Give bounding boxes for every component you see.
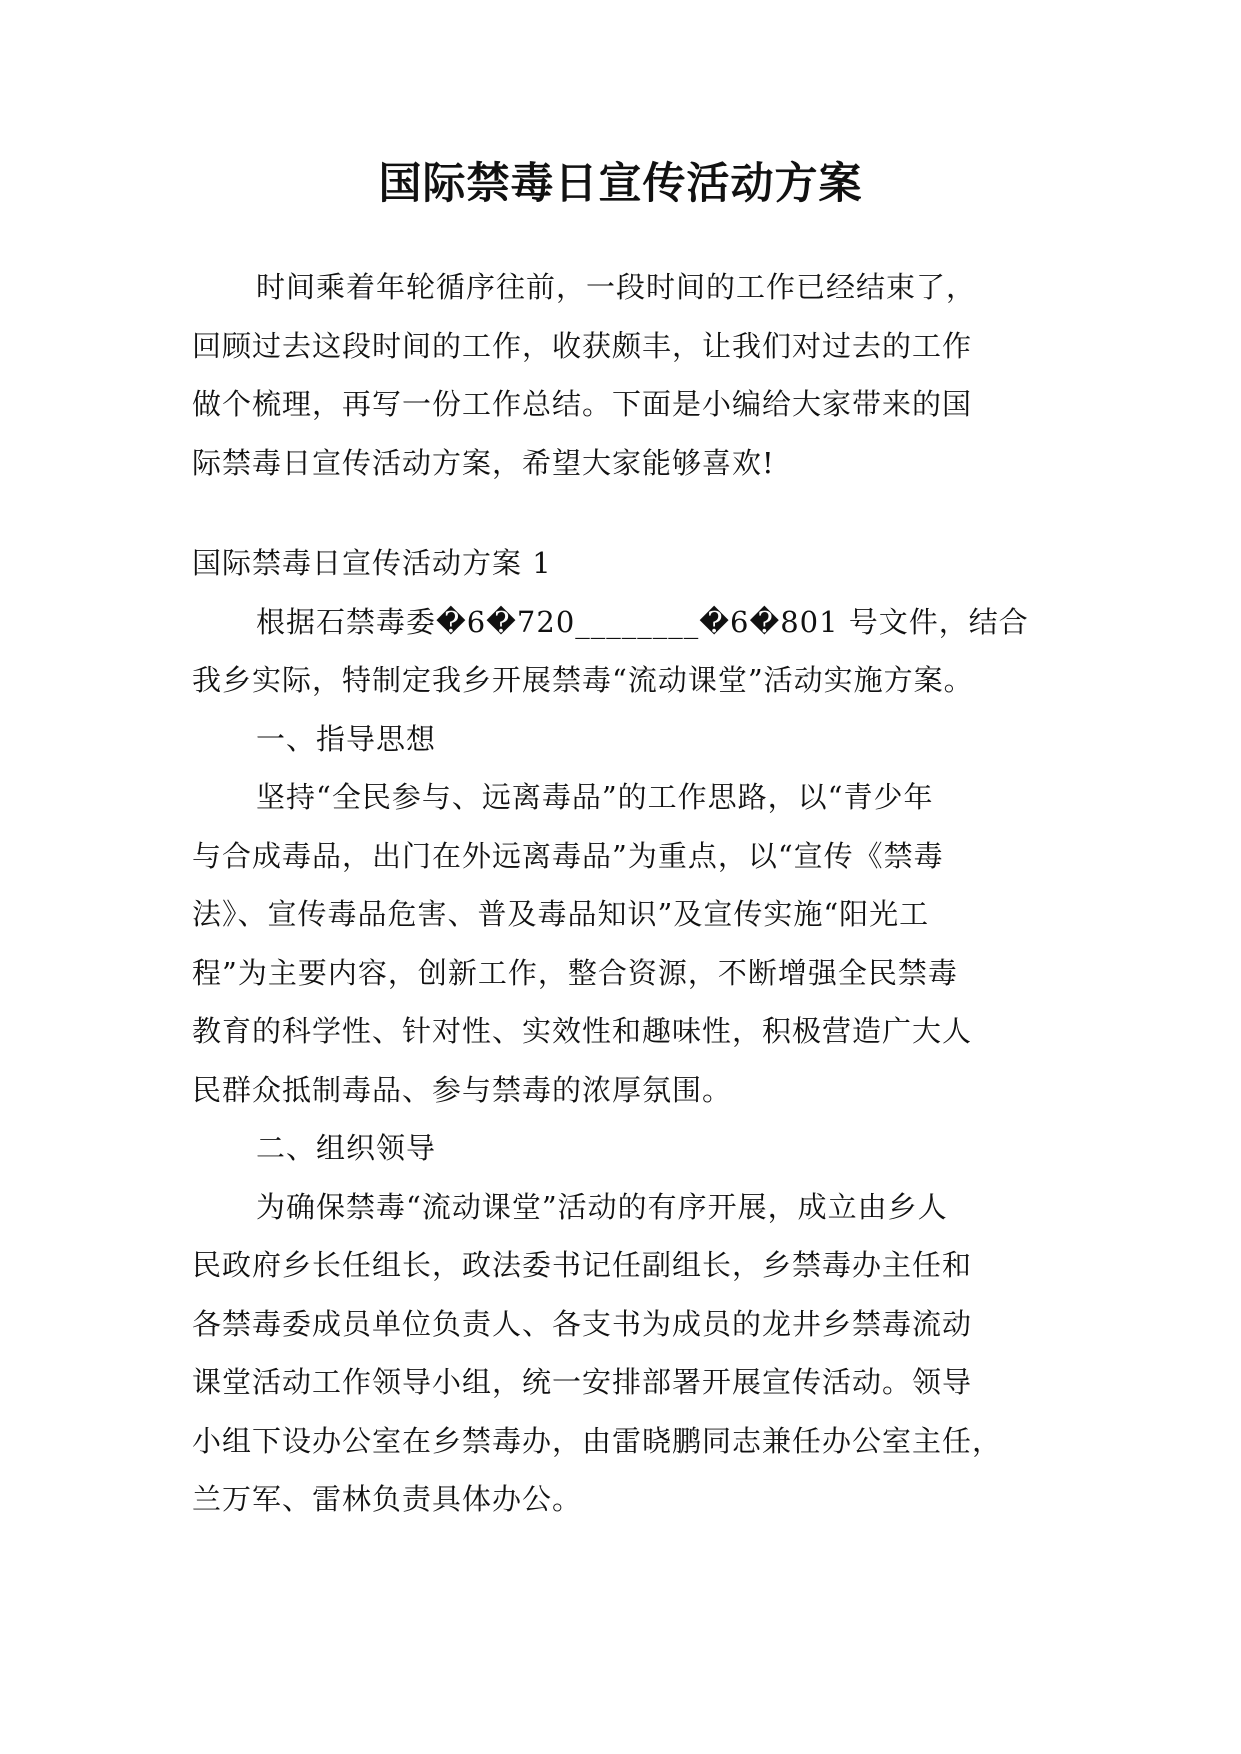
paragraph-basis [192,593,1052,710]
paragraph-line: 教育的科学性、针对性、实效性和趣味性，积极营造广大人 [192,1014,973,1048]
document-body [192,258,1052,1529]
heading-organization: 二、组织领导 [256,1131,437,1165]
paragraph-gap [192,492,1052,534]
document-title: 国际禁毒日宣传活动方案 [378,159,863,209]
paragraph-line: 我乡实际，特制定我乡开展禁毒“流动课堂”活动实施方案。 [192,663,974,697]
paragraph-organization [192,1178,1052,1529]
section-title: 国际禁毒日宣传活动方案 1 [192,546,552,580]
paragraph-line: 民政府乡长任组长，政法委书记任副组长，乡禁毒办主任和 [192,1248,973,1282]
intro-line: 时间乘着年轮循序往前，一段时间的工作已经结束了， [256,270,977,304]
intro-line: 际禁毒日宣传活动方案，希望大家能够喜欢! [192,445,775,480]
intro-line: 回顾过去这段时间的工作，收获颇丰，让我们对过去的工作 [192,328,973,363]
paragraph-line: 民群众抵制毒品、参与禁毒的浓厚氛围。 [192,1072,733,1107]
paragraph-line: 程”为主要内容，创新工作，整合资源，不断增强全民禁毒 [192,955,958,990]
paragraph-line: 法》、宣传毒品危害、普及毒品知识”及宣传实施“阳光工 [192,897,930,931]
paragraph-line: 坚持“全民参与、远离毒品”的工作思路，以“青少年 [256,780,934,814]
intro-paragraph [192,258,1052,492]
paragraph-guiding-ideology [192,768,1052,1119]
paragraph-line: 与合成毒品，出门在外远离毒品”为重点，以“宣传《禁毒 [192,838,944,873]
paragraph-line: 根据石禁毒委�6�720________�6�801 号文件，结合 [256,604,1029,639]
heading-guiding-ideology: 一、指导思想 [256,721,437,756]
paragraph-line: 为确保禁毒“流动课堂”活动的有序开展，成立由乡人 [256,1189,948,1224]
paragraph-line: 小组下设办公室在乡禁毒办，由雷晓鹏同志兼任办公室主任， [192,1423,1003,1458]
paragraph-line: 兰万军、雷林负责具体办公。 [192,1482,583,1516]
paragraph-line: 课堂活动工作领导小组，统一安排部署开展宣传活动。领导 [192,1365,973,1399]
paragraph-line: 各禁毒委成员单位负责人、各支书为成员的龙井乡禁毒流动 [192,1306,973,1341]
intro-line: 做个梳理，再写一份工作总结。下面是小编给大家带来的国 [192,387,973,421]
